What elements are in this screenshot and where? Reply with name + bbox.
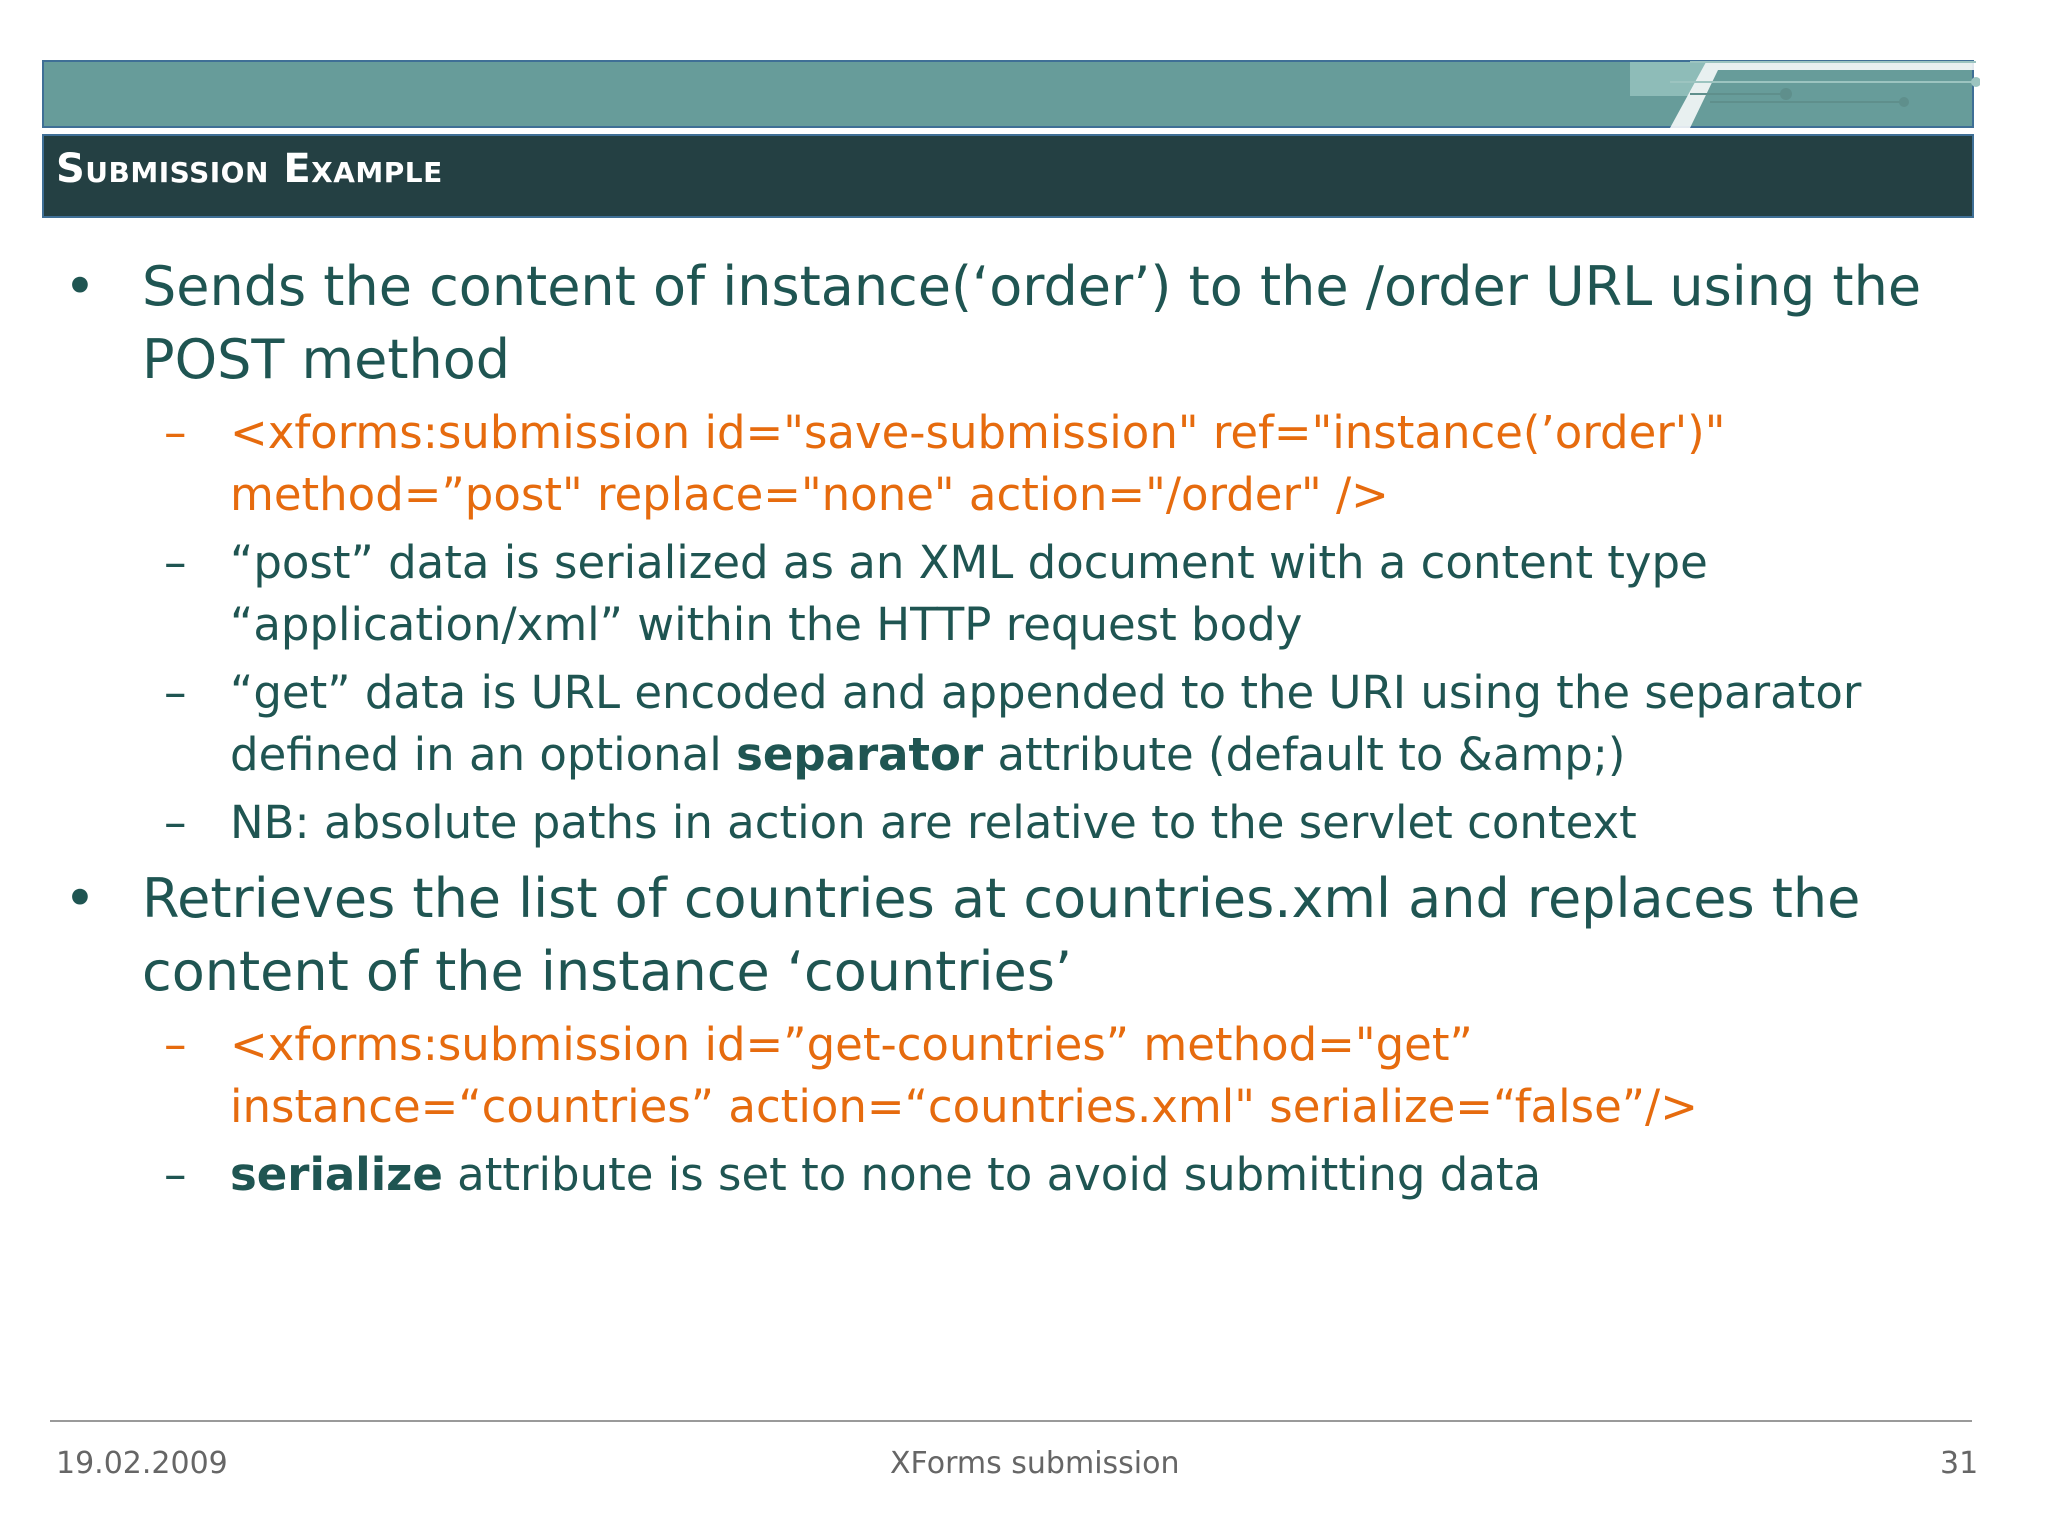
bullet-icon: • [64, 867, 96, 930]
bullet-text: Sends the content of instance(‘order’) to the /order URL using the POST method [142, 255, 1922, 391]
sub-bullet-item [60, 792, 1940, 854]
sub-bullet-text: attribute is set to none to avoid submitting data [442, 1148, 1542, 1201]
footer-date: 19.02.2009 [56, 1446, 228, 1481]
slide-title: Submission Example [56, 146, 443, 192]
dash-icon: – [164, 1018, 187, 1071]
code-snippet: <xforms:submission id="save-submission" ref="instance(’order')" method=”post" replace="none" action="/order" /> [230, 406, 1726, 521]
sub-bullet-text: NB: absolute paths in action are relative to the servlet context [230, 796, 1637, 849]
dash-icon: – [164, 796, 187, 849]
footer-divider [50, 1420, 1972, 1422]
bullet-item [60, 862, 1940, 1008]
dash-icon: – [164, 1148, 187, 1201]
sub-bullet-text: “get” data is URL encoded and appended to the URI using the separator defined in an optional [230, 666, 1862, 781]
bullet-icon: • [64, 255, 96, 318]
sub-bullet-bold: separator [736, 728, 984, 781]
sub-bullet-text: attribute (default to &amp;) [983, 728, 1626, 781]
sub-bullet-item [60, 1014, 1940, 1138]
sub-bullet-item [60, 532, 1940, 656]
slide-content [60, 250, 1940, 1206]
dash-icon: – [164, 666, 187, 719]
sub-bullet-item [60, 662, 1940, 786]
title-bar [42, 134, 1974, 218]
sub-bullet-item [60, 402, 1940, 526]
sub-bullet-item [60, 1144, 1940, 1206]
bullet-item [60, 250, 1940, 396]
dash-icon: – [164, 536, 187, 589]
dash-icon: – [164, 406, 187, 459]
footer-title: XForms submission [890, 1446, 1180, 1481]
sub-bullet-bold: serialize [230, 1148, 443, 1201]
sub-bullet-text: “post” data is serialized as an XML document with a content type “application/xml” within the HTTP request body [230, 536, 1708, 651]
page-number: 31 [1940, 1446, 1979, 1481]
bullet-text: Retrieves the list of countries at countries.xml and replaces the content of the instance ‘countries’ [142, 867, 1861, 1003]
circuit-decoration-icon [1630, 56, 1980, 132]
code-snippet: <xforms:submission id=”get-countries” method="get” instance=“countries” action=“countries.xml" serialize=“false”/> [230, 1018, 1698, 1133]
